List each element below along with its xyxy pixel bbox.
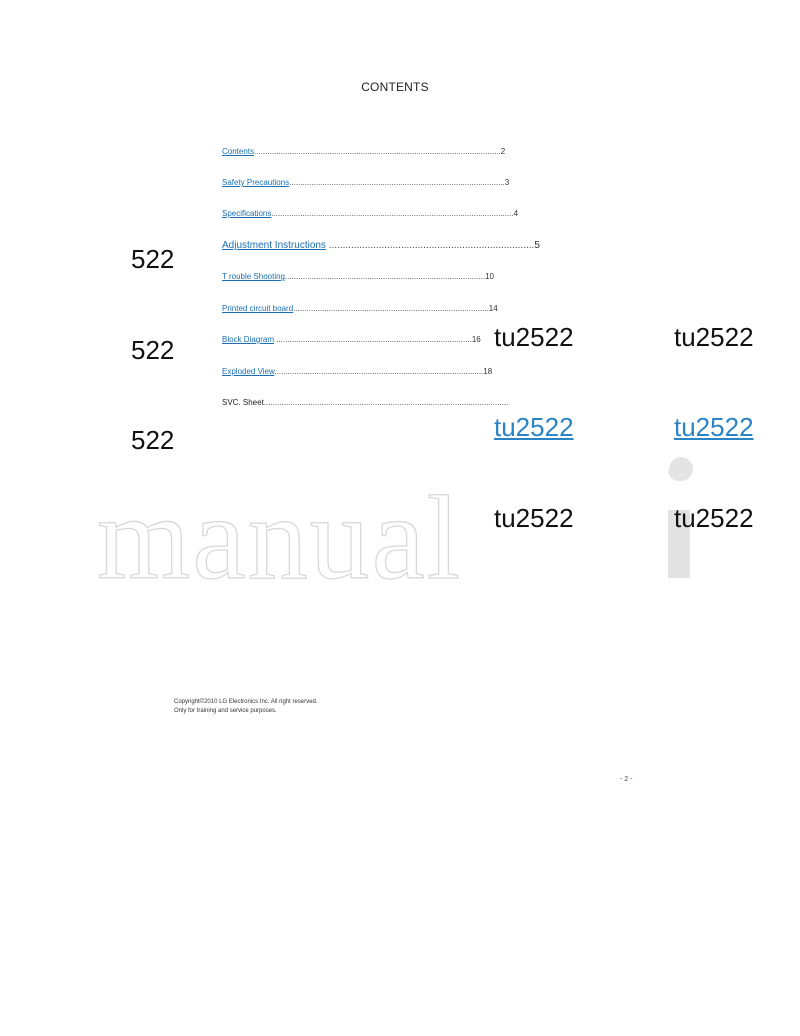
toc-dots: ........................................................................................ bbox=[293, 304, 489, 313]
toc-row-pcb[interactable] bbox=[222, 304, 498, 313]
toc-dots: .............................................................................................. bbox=[274, 367, 484, 376]
toc-dots: ............................................................................................................... bbox=[254, 147, 501, 156]
toc-dots: ................................................................................................. bbox=[289, 178, 505, 187]
toc-page: 18 bbox=[483, 367, 493, 376]
watermark-text: 522 bbox=[131, 335, 175, 365]
toc-dots: .......................................................................... bbox=[325, 240, 535, 251]
toc-dots: ............................................................................................................. bbox=[271, 209, 514, 218]
toc-row-specifications[interactable] bbox=[222, 209, 518, 218]
toc-link[interactable]: Specifications bbox=[222, 209, 272, 218]
toc-row-exploded-view[interactable] bbox=[222, 367, 492, 376]
toc-link[interactable]: Exploded View bbox=[222, 367, 275, 376]
toc-row-contents[interactable] bbox=[222, 147, 505, 156]
toc-row-adjustment[interactable] bbox=[222, 240, 540, 251]
copyright-notice bbox=[174, 698, 318, 716]
copyright-line: Only for training and service purposes. bbox=[174, 708, 277, 714]
toc-row-block-diagram[interactable] bbox=[222, 335, 481, 344]
toc-dots: .............................................................................................................. bbox=[263, 398, 509, 407]
toc-page: 10 bbox=[485, 272, 494, 281]
watermark-text: tu2522 bbox=[674, 503, 754, 533]
toc-dots: ........................................................................................ bbox=[274, 335, 472, 344]
toc-link[interactable]: Adjustment Instructions bbox=[222, 240, 326, 251]
toc-row-safety[interactable] bbox=[222, 178, 509, 187]
toc-page: 4 bbox=[513, 209, 519, 218]
watermark-text: 522 bbox=[131, 244, 175, 274]
toc-row-trouble-shooting[interactable] bbox=[222, 272, 494, 281]
manuali-watermark-logo bbox=[97, 470, 707, 590]
page-title: CONTENTS bbox=[361, 80, 429, 94]
toc-row-svc-sheet bbox=[222, 398, 508, 407]
watermark-text: tu2522 bbox=[494, 322, 574, 352]
toc-page: 2 bbox=[500, 147, 506, 156]
toc-link[interactable]: Contents bbox=[222, 147, 255, 156]
toc-page: 16 bbox=[471, 335, 481, 344]
svg-text:manual: manual bbox=[97, 471, 463, 590]
toc-dots: .......................................................................................... bbox=[285, 272, 486, 281]
watermark-text: tu2522 bbox=[494, 503, 574, 533]
copyright-line: Copyright©2010 LG Electronics Inc. All right reserved. bbox=[174, 699, 318, 705]
toc-link[interactable]: Printed circuit board bbox=[222, 304, 294, 313]
page-number: - 2 - bbox=[620, 776, 633, 783]
watermark-link[interactable]: tu2522 bbox=[494, 412, 574, 442]
toc-link[interactable]: Safety Precautions bbox=[222, 178, 290, 187]
toc-page: 3 bbox=[504, 178, 510, 187]
toc-label: SVC. Sheet bbox=[222, 398, 264, 407]
watermark-text: 522 bbox=[131, 425, 175, 455]
watermark-text: tu2522 bbox=[674, 322, 754, 352]
toc-page: 14 bbox=[488, 304, 498, 313]
toc-page: 5 bbox=[534, 240, 540, 251]
toc-link[interactable]: T rouble Shooting bbox=[222, 272, 286, 281]
watermark-link[interactable]: tu2522 bbox=[674, 412, 754, 442]
right-watermark-clip bbox=[674, 320, 754, 540]
toc-link[interactable]: Block Diagram bbox=[222, 335, 275, 344]
